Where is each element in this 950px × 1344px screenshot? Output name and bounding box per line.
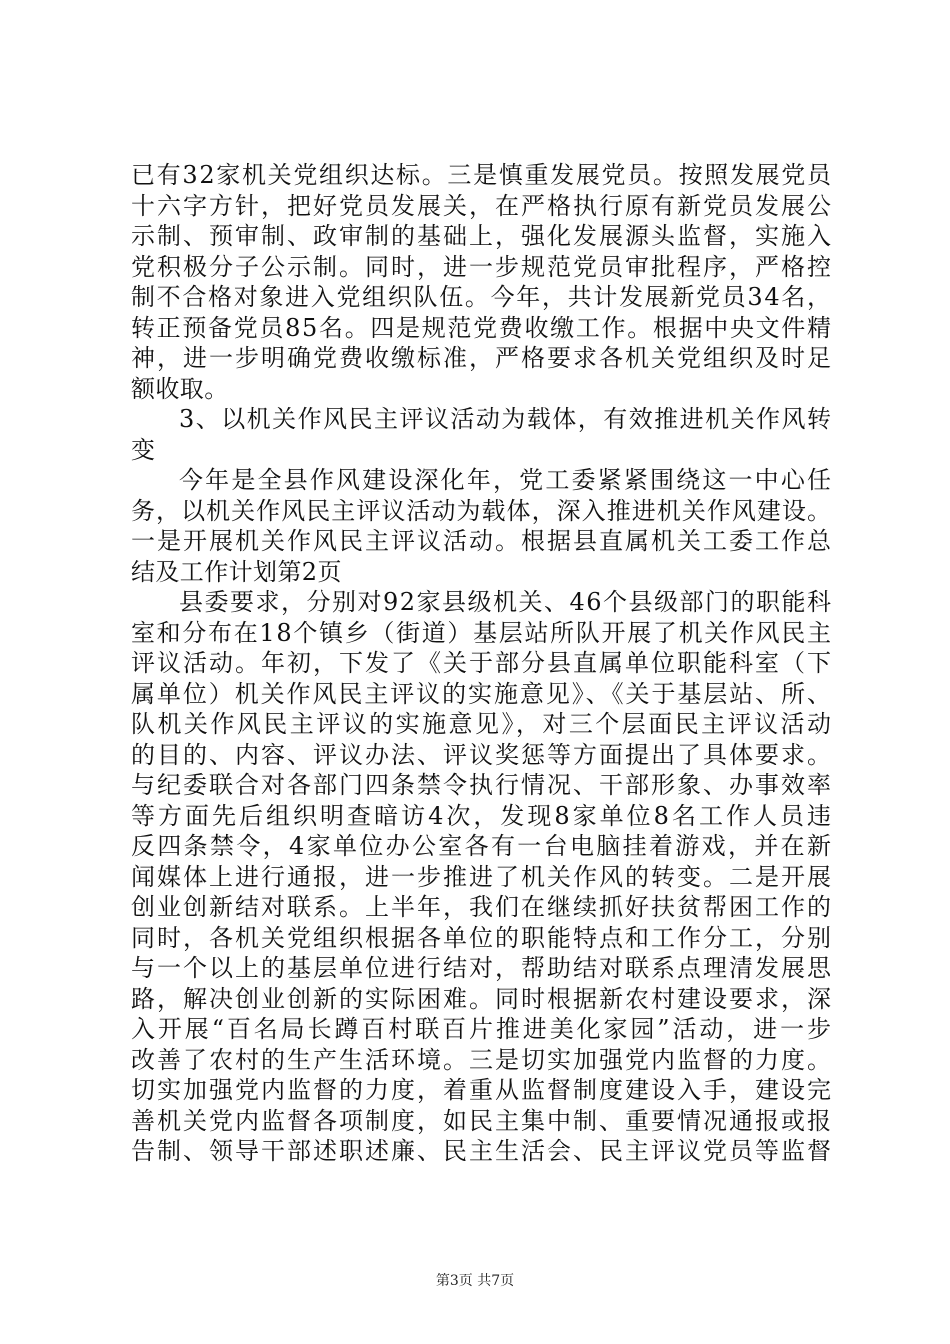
text-line: 结及工作计划第2页 [131,557,342,586]
text-line: 制不合格对象进入党组织队伍。今年，共计发展新党员34名， [131,283,833,311]
text-line: 变 [131,435,156,464]
text-line: 转正预备党员85名。四是规范党费收缴工作。根据中央文件精 [131,313,833,342]
text-line: 等方面先后组织明查暗访4次，发现8家单位8名工作人员违 [131,801,835,830]
text-line: 善机关党内监督各项制度，如民主集中制、重要情况通报或报 [131,1106,833,1135]
body-text [131,160,835,1167]
text-line: 与一个以上的基层单位进行结对，帮助结对联系点理清发展思 [131,954,833,982]
text-line: 评议活动。年初，下发了《关于部分县直属单位职能科室（下 [131,649,833,677]
text-line: 务，以机关作风民主评议活动为载体，深入推进机关作风建设。 [131,496,833,525]
text-line: 属单位）机关作风民主评议的实施意见》、《关于基层站、所、 [131,679,833,708]
text-line: 十六字方针，把好党员发展关，在严格执行原有新党员发展公 [131,191,833,220]
text-line: 3、以机关作风民主评议活动为载体，有效推进机关作风转 [179,405,833,433]
text-line: 反四条禁令，4家单位办公室各有一台电脑挂着游戏，并在新 [131,832,834,860]
text-line: 已有32家机关党组织达标。三是慎重发展党员。按照发展党员 [131,161,833,189]
text-line: 今年是全县作风建设深化年，党工委紧紧围绕这一中心任 [179,466,834,494]
text-line: 一是开展机关作风民主评议活动。根据县直属机关工委工作总 [131,527,833,555]
text-line: 队机关作风民主评议的实施意见》，对三个层面民主评议活动 [131,710,834,738]
text-line: 党积极分子公示制。同时，进一步规范党员审批程序，严格控 [131,252,833,281]
text-line: 神，进一步明确党费收缴标准，严格要求各机关党组织及时足 [131,344,833,372]
text-line: 与纪委联合对各部门四条禁令执行情况、干部形象、办事效率 [131,771,833,799]
text-line: 创业创新结对联系。上半年，我们在继续抓好扶贫帮困工作的 [131,893,833,921]
text-line: 示制、预审制、政审制的基础上，强化发展源头监督，实施入 [131,222,833,250]
text-line: 县委要求，分别对92家县级机关、46个县级部门的职能科 [179,588,833,616]
text-line: 的目的、内容、评议办法、评议奖惩等方面提出了具体要求。 [131,740,833,769]
text-line: 同时，各机关党组织根据各单位的职能特点和工作分工，分别 [131,923,833,952]
text-line: 告制、领导干部述职述廉、民主生活会、民主评议党员等监督 [131,1137,833,1165]
page-footer: 第3页 共7页 [435,1273,515,1289]
text-line: 入开展“百名局长蹲百村联百片推进美化家园”活动，进一步 [131,1015,834,1043]
text-line: 切实加强党内监督的力度，着重从监督制度建设入手，建设完 [131,1076,833,1104]
text-line: 额收取。 [131,374,229,403]
text-line: 路，解决创业创新的实际困难。同时根据新农村建设要求，深 [131,984,833,1013]
text-line: 闻媒体上进行通报，进一步推进了机关作风的转变。二是开展 [131,862,833,891]
text-line: 室和分布在18个镇乡（街道）基层站所队开展了机关作风民主 [131,618,833,647]
text-line: 改善了农村的生产生活环境。三是切实加强党内监督的力度。 [131,1045,833,1074]
